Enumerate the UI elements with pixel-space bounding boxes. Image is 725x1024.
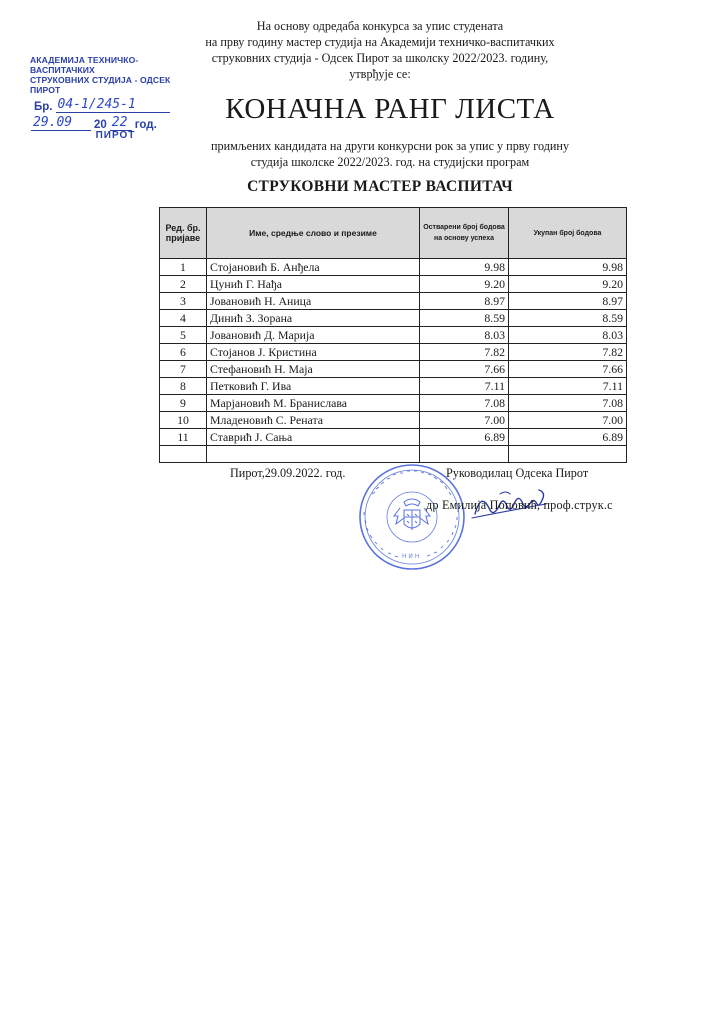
table-row (160, 293, 627, 310)
stamp-year-prefix: 20 (94, 119, 107, 131)
intro-line: на прву годину мастер студија на Академији техничко-васпитачких (205, 35, 555, 49)
cell-total-points: 7.66 (509, 361, 627, 378)
stamp-place: ПИРОТ (95, 130, 136, 141)
stamp-year-label: год. (134, 119, 157, 131)
registry-stamp (28, 55, 203, 141)
cell-total-points: 6.89 (509, 429, 627, 446)
cell-total-points: 7.82 (509, 344, 627, 361)
stamp-year-suffix: 22 (110, 115, 132, 131)
cell-number: 10 (160, 412, 207, 429)
cell-success-points: 7.08 (420, 395, 509, 412)
table-row (160, 412, 627, 429)
page-title: КОНАЧНА РАНГ ЛИСТА (225, 93, 555, 125)
stamp-date-row (28, 115, 203, 131)
signatory-role: Руководилац Одсека Пирот (446, 466, 589, 480)
table-row (160, 327, 627, 344)
table-row (160, 378, 627, 395)
stamp-number-label: Бр. (34, 101, 53, 113)
cell-success-points: 8.59 (420, 310, 509, 327)
cell-success-points: 7.00 (420, 412, 509, 429)
intro-line: утврђује се: (349, 67, 411, 81)
table-row (160, 276, 627, 293)
subtitle-line: студија школске 2022/2023. год. на студијски програм (250, 155, 530, 169)
signatory-name: др Емилија Поповић, проф.струк.с (426, 498, 613, 512)
cell-total-points: 8.97 (509, 293, 627, 310)
table-row-empty (160, 446, 627, 463)
column-header-name: Име, средње слово и презиме (207, 208, 420, 259)
table-row (160, 361, 627, 378)
table-row (160, 344, 627, 361)
cell-name: Петковић Г. Ива (207, 378, 420, 395)
program-name: СТРУКОВНИ МАСТЕР ВАСПИТАЧ (247, 178, 513, 195)
table-row (160, 310, 627, 327)
cell-name: Стојанов Ј. Кристина (207, 344, 420, 361)
cell-name: Јовановић Н. Аница (207, 293, 420, 310)
cell-name (207, 446, 420, 463)
cell-success-points: 7.66 (420, 361, 509, 378)
cell-number: 2 (160, 276, 207, 293)
stamp-date-value: 29.09 (31, 115, 91, 131)
cell-success-points: 7.11 (420, 378, 509, 395)
cell-number: 5 (160, 327, 207, 344)
cell-total-points: 7.11 (509, 378, 627, 395)
cell-number: 3 (160, 293, 207, 310)
table-row (160, 429, 627, 446)
svg-text:Н И Н: Н И Н (402, 553, 420, 560)
stamp-line-2: СТРУКОВНИХ СТУДИЈА - ОДСЕК ПИРОТ (30, 75, 171, 95)
stamp-number-row (28, 97, 203, 113)
place-date: Пирот,29.09.2022. год. (230, 466, 346, 480)
intro-text (180, 18, 580, 82)
cell-total-points: 8.59 (509, 310, 627, 327)
stamp-line-1: АКАДЕМИЈА ТЕХНИЧКО-ВАСПИТАЧКИХ (30, 55, 139, 75)
cell-name: Ставрић Ј. Сања (207, 429, 420, 446)
official-seal-icon (342, 462, 484, 572)
cell-name: Динић З. Зорана (207, 310, 420, 327)
table-header-row (160, 208, 627, 259)
table-row (160, 395, 627, 412)
cell-number: 4 (160, 310, 207, 327)
cell-total-points (509, 446, 627, 463)
cell-number: 6 (160, 344, 207, 361)
cell-name: Марјановић М. Бранислава (207, 395, 420, 412)
intro-line: На основу одредаба конкурса за упис студената (256, 19, 504, 33)
cell-total-points: 9.98 (509, 259, 627, 276)
cell-total-points: 8.03 (509, 327, 627, 344)
intro-line: струковних студија - Одсек Пирот за школску 2022/2023. годину, (211, 51, 549, 65)
cell-number: 1 (160, 259, 207, 276)
cell-success-points: 9.98 (420, 259, 509, 276)
ranking-table (159, 207, 627, 463)
cell-success-points: 7.82 (420, 344, 509, 361)
column-header-success-points: Остварени број бодова на основу успеха (420, 208, 509, 259)
cell-success-points: 8.03 (420, 327, 509, 344)
column-header-number: Ред. бр. пријаве (160, 208, 207, 259)
cell-name: Стојановић Б. Анђела (207, 259, 420, 276)
cell-name: Цунић Г. Нађа (207, 276, 420, 293)
cell-total-points: 7.00 (509, 412, 627, 429)
cell-name: Стефановић Н. Маја (207, 361, 420, 378)
table-row (160, 259, 627, 276)
cell-success-points: 6.89 (420, 429, 509, 446)
cell-number: 8 (160, 378, 207, 395)
cell-number (160, 446, 207, 463)
cell-number: 7 (160, 361, 207, 378)
stamp-number-value: 04-1/245-1 (56, 97, 170, 113)
cell-success-points: 9.20 (420, 276, 509, 293)
cell-number: 9 (160, 395, 207, 412)
cell-name: Јовановић Д. Марија (207, 327, 420, 344)
cell-name: Младеновић С. Рената (207, 412, 420, 429)
cell-total-points: 9.20 (509, 276, 627, 293)
cell-success-points: 8.97 (420, 293, 509, 310)
subtitle-line: примљених кандидата на други конкурсни рок за упис у прву годину (210, 139, 570, 153)
subtitle-text (180, 138, 600, 170)
cell-success-points (420, 446, 509, 463)
cell-number: 11 (160, 429, 207, 446)
cell-total-points: 7.08 (509, 395, 627, 412)
column-header-total-points: Укупан број бодова (509, 208, 627, 259)
